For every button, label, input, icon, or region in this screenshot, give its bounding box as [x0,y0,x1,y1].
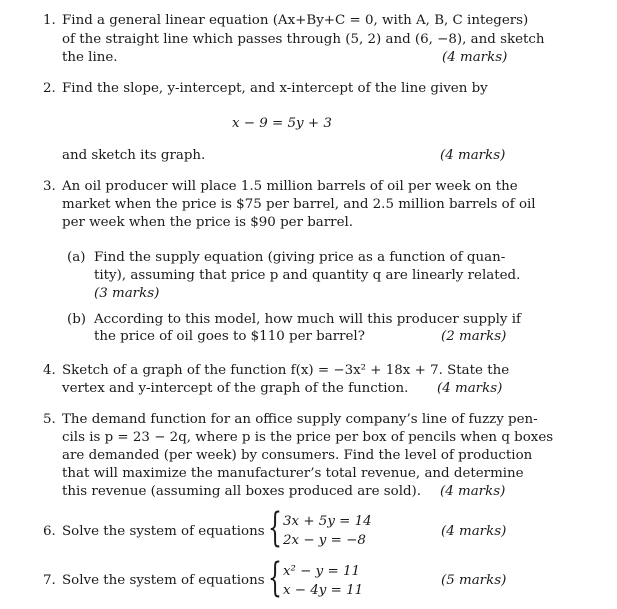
system-equation: 3x + 5y = 14 [283,514,372,529]
marks-label: (2 marks) [441,329,507,344]
subquestion-label: (a) [67,250,86,265]
question-number: 6. [43,524,56,539]
question-text-line: The demand function for an office supply company’s line of fuzzy pen- [62,412,538,427]
marks-label: (4 marks) [440,484,506,499]
question-text-line: Find the supply equation (giving price as a function of quan- [94,250,506,265]
marks-label: (4 marks) [442,50,508,65]
question-text-line: this revenue (assuming all boxes produced are sold). [62,484,422,499]
question-number: 4. [43,363,56,378]
left-brace-icon: { [268,555,282,601]
system-equation: x − 4y = 11 [283,583,364,598]
question-text-line: of the straight line which passes through (5, 2) and (6, −8), and sketch [62,32,545,47]
question-text-line: vertex and y-intercept of the graph of the function. [62,381,409,396]
question-text-line: cils is p = 23 − 2q, where p is the price per box of pencils when q boxes [62,430,554,445]
question-number: 2. [43,81,56,96]
question-text-line: Find a general linear equation (Ax+By+C = 0, with A, B, C integers) [62,13,529,28]
marks-label: (4 marks) [437,381,503,396]
question-number: 5. [43,412,56,427]
question-text-line: and sketch its graph. [62,148,206,163]
question-number: 3. [43,179,56,194]
equation: x − 9 = 5y + 3 [232,116,332,131]
question-text-line: Sketch of a graph of the function f(x) = −3x² + 18x + 7. State the [62,363,510,378]
question-text-line: tity), assuming that price p and quantity q are linearly related. [94,268,521,283]
question-text-line: According to this model, how much will this producer supply if [94,312,521,327]
question-text-line: the price of oil goes to $110 per barrel? [94,329,365,344]
system-equation: x² − y = 11 [283,564,360,579]
system-equation: 2x − y = −8 [283,533,366,548]
marks-label: (4 marks) [440,148,506,163]
question-text-line: market when the price is $75 per barrel, and 2.5 million barrels of oil [62,197,536,212]
question-text-line: are demanded (per week) by consumers. Find the level of production [62,448,533,463]
marks-label: (3 marks) [94,286,160,301]
subquestion-label: (b) [67,312,87,327]
question-number: 7. [43,573,56,588]
question-text-line: Solve the system of equations [62,573,265,588]
question-number: 1. [43,13,56,28]
marks-label: (5 marks) [441,573,507,588]
marks-label: (4 marks) [441,524,507,539]
question-text-line: per week when the price is $90 per barrel. [62,215,354,230]
question-text-line: An oil producer will place 1.5 million barrels of oil per week on the [62,179,518,194]
question-text-line: Find the slope, y-intercept, and x-intercept of the line given by [62,81,488,96]
question-text-line: Solve the system of equations [62,524,265,539]
question-text-line: the line. [62,50,118,65]
question-text-line: that will maximize the manufacturer’s total revenue, and determine [62,466,524,481]
left-brace-icon: { [268,505,282,551]
